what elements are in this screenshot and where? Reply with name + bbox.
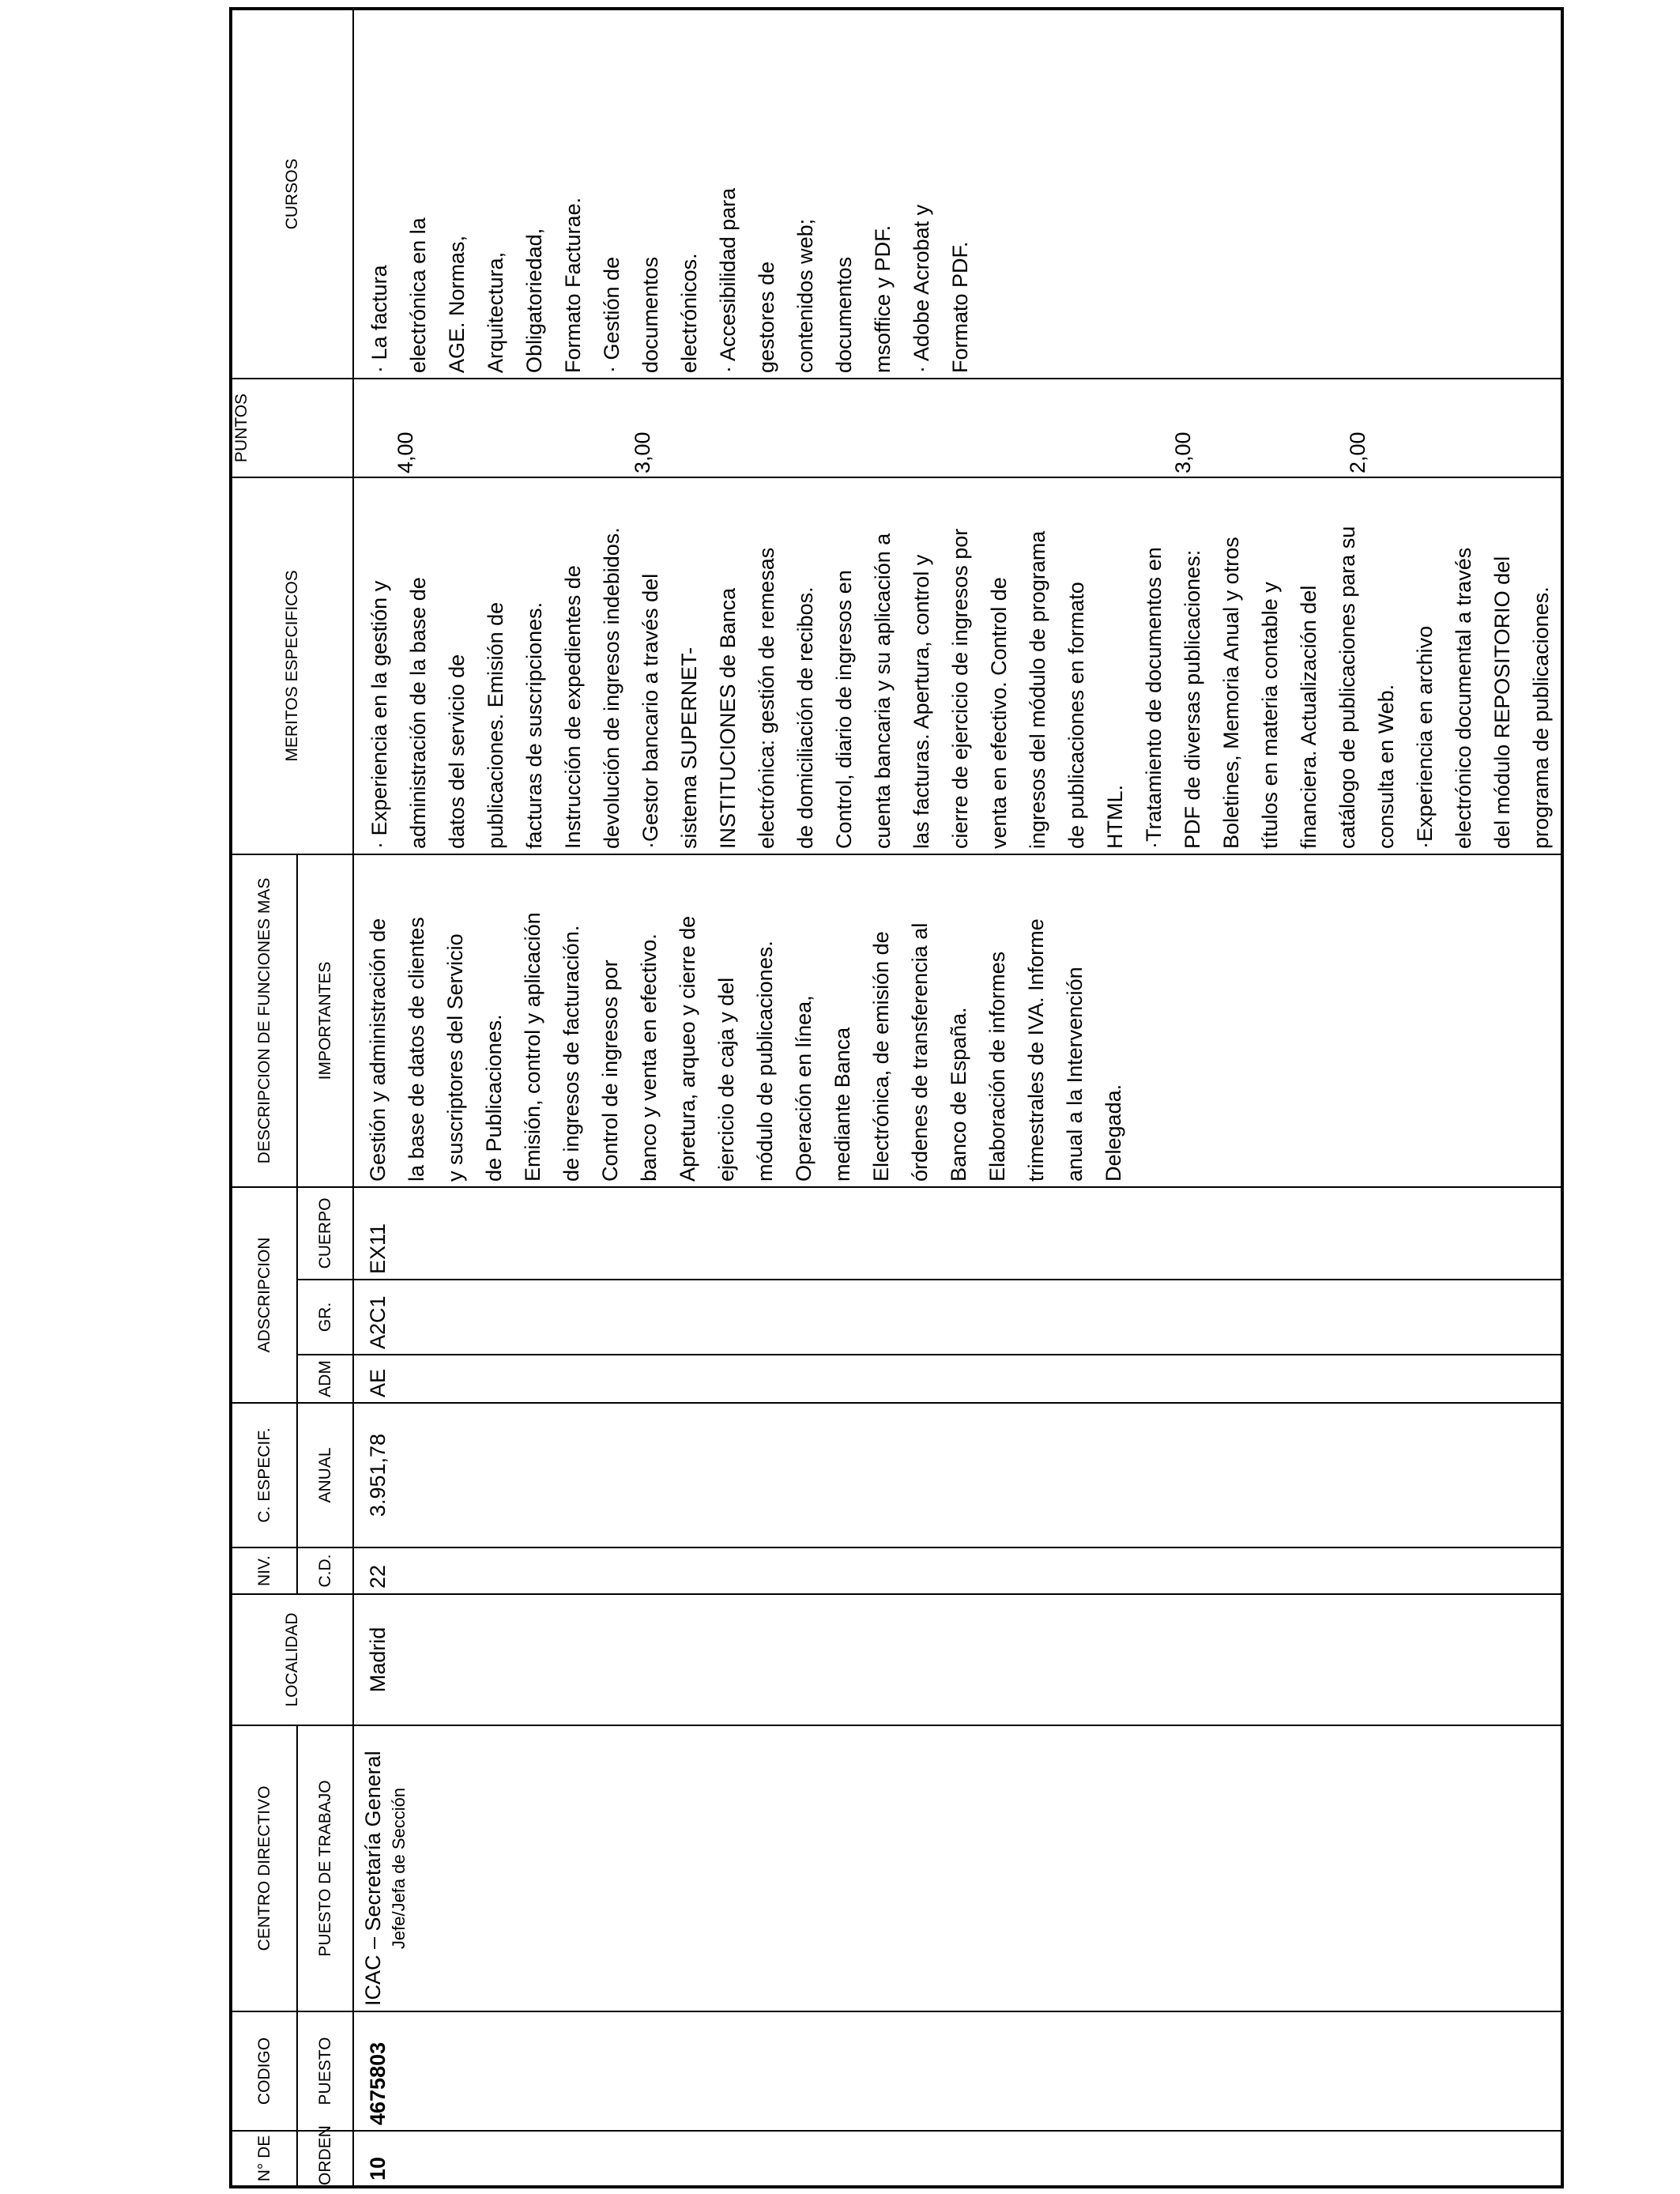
curso-line: · Adobe Acrobat y	[910, 204, 933, 373]
funcion-line: mediante Banca	[831, 1027, 854, 1182]
funcion-line: Delegada.	[1102, 1084, 1125, 1182]
meritos-list	[360, 483, 1561, 849]
merito-line: de publicaciones en formato	[1064, 582, 1088, 849]
curso-line: msoffice y PDF.	[871, 224, 895, 373]
merito-line: ·Tratamiento de documentos en	[1142, 547, 1166, 849]
merito-line: facturas de suscripciones.	[522, 601, 546, 849]
merito-line: datos del servicio de	[445, 654, 469, 849]
cell-cuerpo: EX11	[353, 1187, 1562, 1280]
header-nivel-top: NIV.	[231, 1547, 297, 1594]
header-grupo: GR.	[297, 1280, 353, 1355]
funcion-line: de ingresos de facturación.	[559, 925, 583, 1182]
punto-2: 3,00	[631, 432, 654, 473]
merito-line: venta en efectivo. Control de	[987, 577, 1011, 849]
funcion-line: Electrónica, de emisión de	[869, 931, 893, 1182]
merito-line: devolución de ingresos indebidos.	[600, 527, 623, 849]
punto-3: 3,00	[1171, 432, 1195, 473]
cell-cursos	[353, 9, 1562, 379]
curso-line: electrónicos.	[677, 253, 701, 373]
funcion-line: banco y venta en efectivo.	[637, 933, 661, 1182]
header-orden-top: N° DE	[231, 2131, 297, 2187]
merito-line: ·Gestor bancario a través del	[638, 573, 662, 849]
rotated-page	[229, 10, 1553, 2188]
curso-line: contenidos web;	[793, 218, 817, 373]
cell-complemento: 3.951,78	[353, 1403, 1562, 1547]
curso-line: Formato PDF.	[948, 241, 972, 373]
merito-line: · Experiencia en la gestión y	[367, 580, 391, 849]
header-codigo-top: CODIGO	[231, 2011, 297, 2131]
merito-line: de domiciliación de recibos.	[793, 586, 817, 849]
merito-line: programa de publicaciones.	[1529, 586, 1553, 849]
funcion-line: Banco de España.	[947, 1007, 970, 1182]
merito-line: administración de la base de	[406, 577, 430, 849]
funcion-line: de Publicaciones.	[482, 1014, 506, 1182]
curso-line: Formato Facturae.	[561, 197, 585, 373]
merito-line: Instrucción de expedientes de	[561, 565, 585, 849]
funcion-line: y suscriptores del Servicio	[443, 933, 467, 1182]
cell-grupo: A2C1	[353, 1280, 1562, 1355]
merito-line: las facturas. Apertura, control y	[910, 554, 933, 849]
merito-line: ingresos del módulo de programa	[1026, 530, 1049, 849]
header-adm: ADM	[297, 1355, 353, 1403]
cell-localidad: Madrid	[353, 1594, 1562, 1725]
funcion-line: anual a la Intervención	[1063, 967, 1087, 1182]
merito-line: financiera. Actualización del	[1297, 585, 1320, 849]
funcion-line: la base de datos de clientes	[405, 917, 428, 1182]
puesto-trabajo: Jefe/Jefa de Sección	[389, 1787, 409, 1950]
funcion-line: Apretura, arqueo y cierre de	[676, 915, 699, 1182]
curso-line: documentos	[638, 256, 662, 373]
curso-line: · Accesibilidad para	[716, 187, 740, 373]
funcion-line: Operación en línea,	[792, 995, 816, 1182]
funcion-line: Emisión, control y aplicación	[521, 912, 544, 1182]
header-complemento-bottom: ANUAL	[297, 1403, 353, 1547]
merito-line: catálogo de publicaciones para su	[1335, 526, 1359, 849]
merito-line: INSTITUCIONES de Banca	[716, 587, 740, 849]
header-meritos: MERITOS ESPECIFICOS	[231, 477, 353, 854]
cell-centro	[353, 1725, 1562, 2011]
merito-line: consulta en Web.	[1374, 684, 1398, 849]
job-posting-table	[229, 7, 1564, 2188]
cell-orden: 10	[353, 2131, 1562, 2187]
punto-4: 2,00	[1346, 432, 1369, 473]
curso-line: electrónica en la	[406, 217, 430, 373]
merito-line: electrónico documental a través	[1452, 547, 1475, 849]
cell-meritos	[353, 477, 1562, 854]
centro-directivo: ICAC – Secretaría General	[361, 1751, 385, 2006]
cell-nivel: 22	[353, 1547, 1562, 1594]
merito-line: publicaciones. Emisión de	[484, 601, 507, 849]
curso-line: Arquitectura,	[484, 251, 507, 373]
cell-codigo: 4675803	[353, 2011, 1562, 2131]
funcion-line: Control de ingresos por	[598, 959, 622, 1182]
funciones-list	[359, 860, 1133, 1182]
header-complemento-top: C. ESPECIF.	[231, 1403, 297, 1547]
header-orden-bottom: ORDEN	[297, 2131, 353, 2187]
header-adscripcion: ADSCRIPCION	[231, 1187, 297, 1403]
funcion-line: trimestrales de IVA. Informe	[1024, 918, 1048, 1182]
merito-line: HTML.	[1103, 784, 1127, 849]
funcion-line: Elaboración de informes	[985, 951, 1009, 1182]
header-puntos: PUNTOS	[231, 379, 353, 477]
merito-line: PDF de diversas publicaciones:	[1181, 549, 1204, 849]
merito-line: Boletines, Memoria Anual y otros	[1219, 537, 1243, 849]
header-codigo-bottom: PUESTO	[297, 2011, 353, 2131]
funcion-line: órdenes de transferencia al	[908, 922, 932, 1182]
curso-line: · Gestión de	[600, 256, 623, 373]
merito-line: ·Experiencia en archivo	[1413, 625, 1437, 849]
header-cuerpo: CUERPO	[297, 1187, 353, 1280]
header-nivel-bottom: C.D.	[297, 1547, 353, 1594]
punto-1: 4,00	[394, 432, 417, 473]
header-centro-top: CENTRO DIRECTIVO	[231, 1725, 297, 2011]
curso-line: AGE. Normas,	[445, 235, 469, 373]
header-descripcion-top: DESCRIPCION DE FUNCIONES MAS	[231, 854, 297, 1187]
cell-funciones	[353, 854, 1562, 1187]
funcion-line: ejercicio de caja y del	[714, 977, 738, 1182]
merito-line: sistema SUPERNET-	[677, 647, 701, 849]
curso-line: gestores de	[755, 261, 778, 373]
cursos-list	[360, 15, 980, 373]
merito-line: cuenta bancaria y su aplicación a	[871, 533, 895, 849]
merito-line: títulos en materia contable y	[1258, 582, 1282, 849]
merito-line: del módulo REPOSITORIO del	[1490, 556, 1514, 849]
curso-line: · La factura	[367, 265, 391, 373]
header-centro-bottom: PUESTO DE TRABAJO	[297, 1725, 353, 2011]
curso-line: documentos	[832, 256, 856, 373]
funcion-line: módulo de publicaciones.	[753, 941, 777, 1182]
curso-line: Obligatoriedad,	[522, 228, 546, 373]
header-cursos: CURSOS	[231, 9, 353, 379]
header-descripcion-bottom: IMPORTANTES	[297, 854, 353, 1187]
header-localidad: LOCALIDAD	[231, 1594, 353, 1725]
merito-line: cierre de ejercicio de ingresos por	[948, 528, 972, 849]
merito-line: electrónica: gestión de remesas	[755, 547, 778, 849]
merito-line: Control, diario de ingresos en	[832, 570, 856, 849]
cell-adm: AE	[353, 1355, 1562, 1403]
funcion-line: Gestión y administración de	[366, 918, 390, 1182]
cell-puntos	[353, 379, 1562, 477]
